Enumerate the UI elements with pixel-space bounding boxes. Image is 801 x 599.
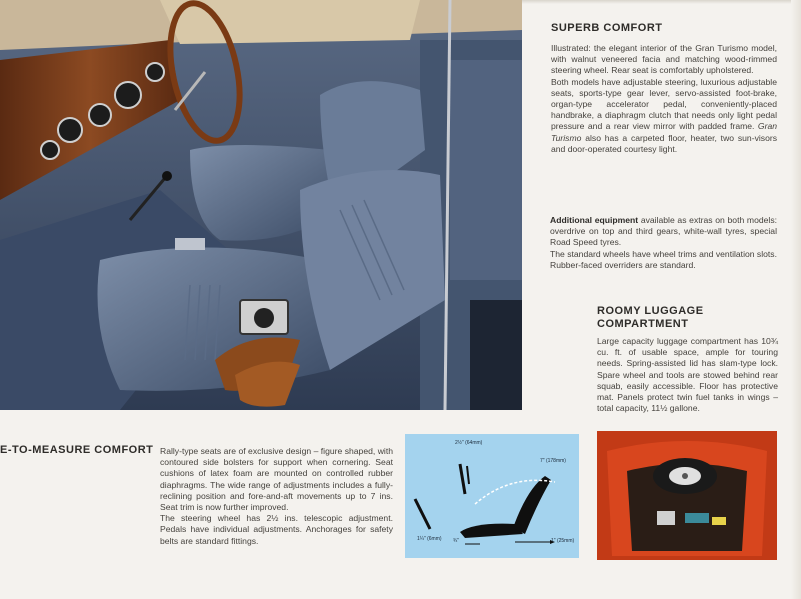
made-paragraph-2: The steering wheel has 2½ ins. telescopic adjustment. Pedals have individual adjustments. Anchorages for safety belts are standard fittings. xyxy=(160,513,393,546)
additional-equipment-text xyxy=(550,215,777,271)
superb-paragraph-2 xyxy=(551,77,777,155)
interior-photo xyxy=(0,0,522,410)
luggage-compartment-photo xyxy=(597,431,777,560)
diagram-label-top: 2½" (64mm) xyxy=(455,440,483,446)
made-to-measure-heading: E-TO-MEASURE COMFORT xyxy=(0,444,154,456)
diagram-label-left: 1¼" (6mm) xyxy=(417,536,442,542)
superb-p2-part-a: Both models have adjustable steering, luxurious adjustable seats, sports-type gear lever, servo-assisted foot-brake, organ-type accelerator pedal, conveniently-placed handbrake, a diaphragm clutch that needs only light pedal pressure and a rear view mirror with padded frame. xyxy=(551,76,777,132)
diagram-label-right: 7" (178mm) xyxy=(540,458,566,464)
roomy-title-line-2: COMPARTMENT xyxy=(597,318,689,330)
page-right-edge xyxy=(791,0,801,599)
additional-paragraph-1 xyxy=(550,215,777,249)
superb-paragraph-1: Illustrated: the elegant interior of the Gran Turismo model, with walnut veneered facia and matching wood-rimmed steering wheel. Rear seat is comfortably upholstered. xyxy=(551,43,777,76)
roomy-luggage-text xyxy=(597,336,778,414)
roomy-title-line-1: ROOMY LUGGAGE xyxy=(597,305,704,317)
additional-equipment-lead: Additional equipment xyxy=(550,215,639,225)
additional-paragraph-2: The standard wheels have wheel trims and ventilation slots. Rubber-faced overriders are standard. xyxy=(550,248,777,270)
diagram-label-bottom: 1" (25mm) xyxy=(551,538,575,544)
made-paragraph-1: Rally-type seats are of exclusive design – figure shaped, with contoured side bolsters for support when cornering. Seat cushions of latex foam are mounted on controlled rubber diaphragms. The wide range of adjustments includes a fully-reclining position and fore-and-aft movements up to 7 ins. Seat trim is now further improved. xyxy=(160,446,393,513)
superb-comfort-heading: SUPERB COMFORT xyxy=(551,22,663,34)
superb-p2-part-b: also has a carpeted floor, heater, two sun-visors and door-operated courtesy light. xyxy=(551,132,778,154)
diagram-label-mid: ¾" xyxy=(453,538,459,544)
gran-turismo-emphasis: Gran Turismo xyxy=(551,121,778,143)
seat-adjustment-diagram xyxy=(405,434,579,558)
additional-p1-text: available as extras on both models: overdrive on top and third gears, white-wall tyres, special Road Speed tyres. xyxy=(550,215,778,248)
superb-comfort-text xyxy=(551,43,777,155)
roomy-paragraph-1: Large capacity luggage compartment has 10¾ cu. ft. of usable space, ample for touring needs. Spring-assisted lid has slam-type lock. Spare wheel and tools are stowed behind rear squab, easily accessible. Floor has protective mat. Panels protect twin fuel tanks in wings – total capacity, 11½ gallone. xyxy=(597,336,778,414)
made-to-measure-text xyxy=(160,446,393,547)
roomy-luggage-heading xyxy=(597,305,704,331)
